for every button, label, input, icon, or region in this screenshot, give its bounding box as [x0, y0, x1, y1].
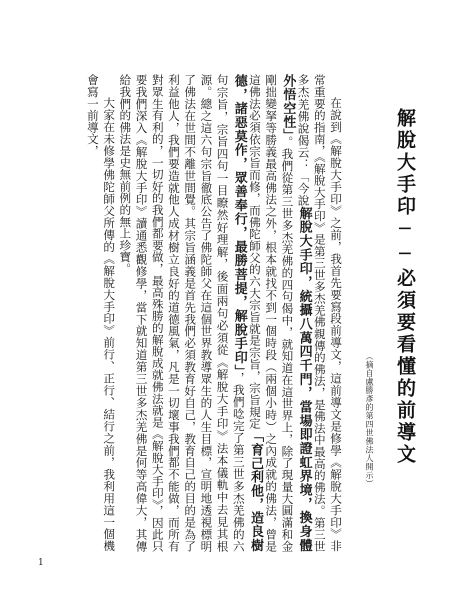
page-number: 1	[38, 558, 44, 568]
page-subtitle: （摘自盧勝彥的第四世佛法人開示）	[365, 352, 374, 488]
emphasized-verse: 解脫大手印，統攝八萬四千門，當場即證虹界境，換身體外悟空性」	[280, 74, 312, 552]
emphasized-tenets: 「育己利他，造良樹德，諸惡莫作，眾善奉行，最勝菩提，解脫手印」	[231, 74, 263, 553]
paragraph-1-closing: ，我們唸完了第三世多杰羌佛的六句宗旨，宗旨四句一目瞭然好理解，後面兩句必須從《解脫大手印》法本儀軌中去見其根源。總之這六句宗旨徹底公告了佛陀師父在這個世界教導眾生的人生目標，宣明地透視標明了佛法在世間不離世間覺。其宗旨涵義是首先我們必須教育好自己，教育自己的目的是為了利益他人，我們要造就他人成材樹立良好的道德風氣，凡是一切壞事我們都不能做，而所有對眾生有利的，一切好的我們都要做，最高殊勝的解脫成就佛法就是《解脫大手印》，因此只要我們深入《解脫大手印》讀通悉觀修學，當下就知道第三世多杰羌佛是何等高偉大，其傳給我們的佛法是史無前例的無上珍寶。	[118, 74, 246, 553]
paragraph-2: 大家在未修學佛陀師父所傳的《解脫大手印》前行、正行、結行之前，我利用這一個機會寫一前導文，	[85, 74, 117, 552]
paragraph-1	[117, 74, 344, 552]
page-title: 解脫大手印──必須要看懂的前導文	[394, 108, 416, 466]
paragraph-1-middle: 。我們從第三世多杰羌佛的四句偈中，就知道在這世界上，除了現量大圓滿和金剛拙變拏等勝義最高佛法之外，根本就找不到一個時段（兩個小時）之內成就的佛法，曾是這佛法必須依宗旨而修，而佛陀師父的六大宗旨就是宗旨，宗旨規定	[247, 74, 295, 553]
body-text	[77, 74, 344, 552]
paragraph-1-opening: 在說到《解脫大手印》之前，我首先要寫段前導文，這前導文是修學《解脫大手印》非常重要的指南，《解脫大手印》是第三世多杰羌佛親傳的佛法，是佛法中最高的佛法。第三世多杰羌佛說偈云：「今說	[296, 74, 343, 552]
